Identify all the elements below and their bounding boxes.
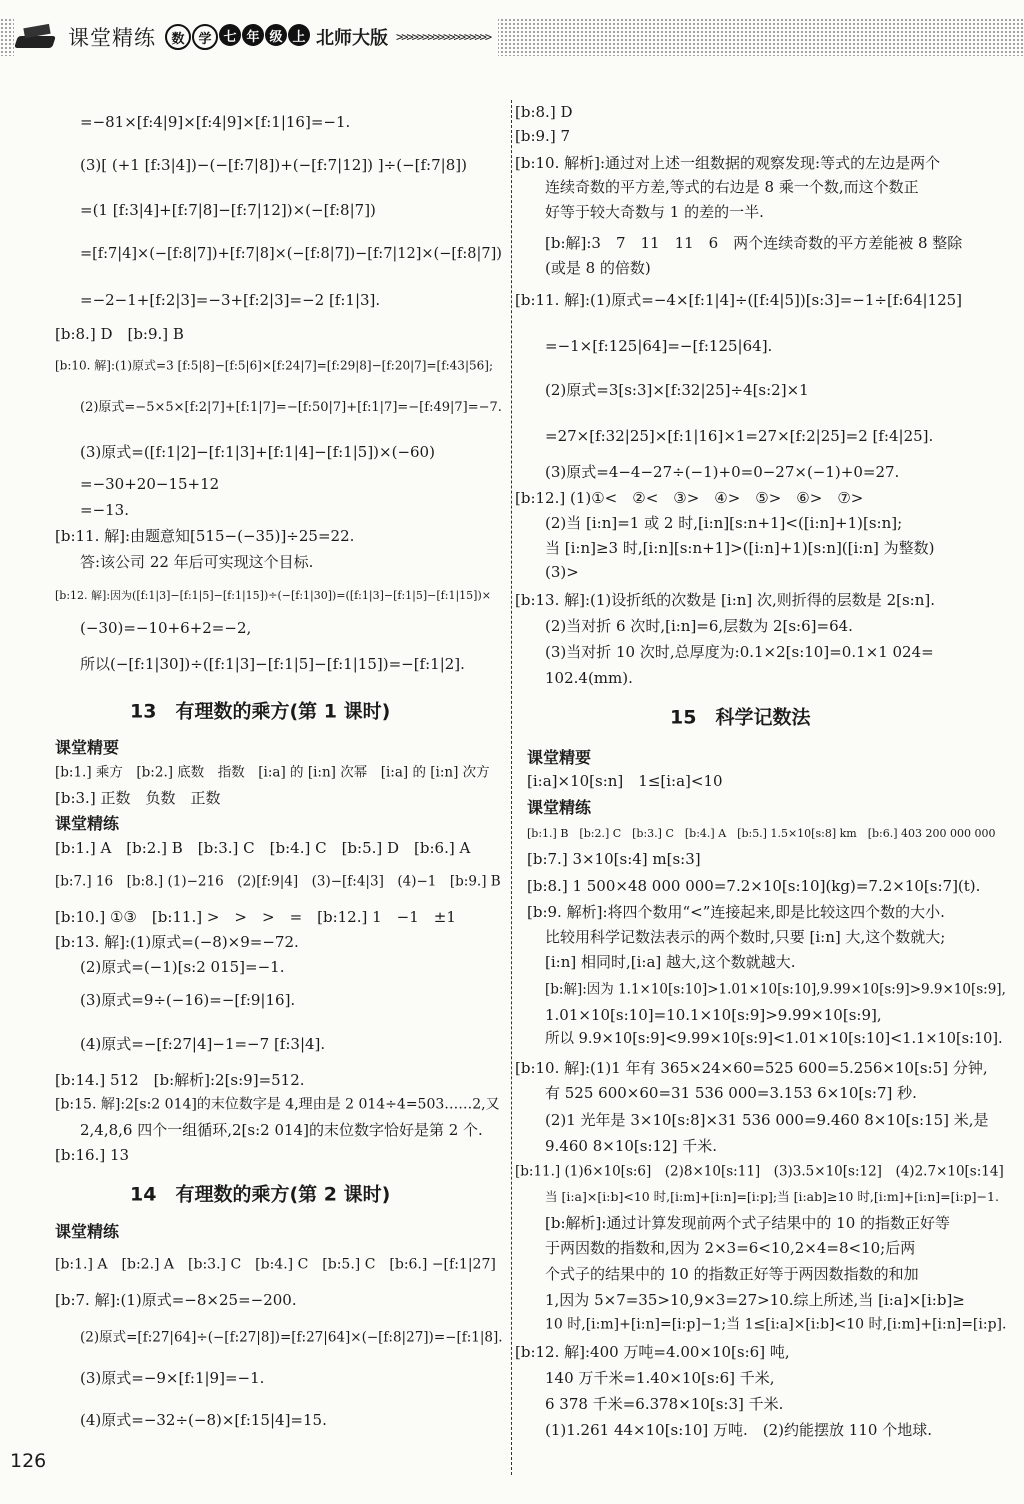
answer-line: [b:10.] ①③ [b:11.] > > > = [b:12.] 1 −1 ±1	[55, 907, 456, 926]
badge-char: 级	[265, 24, 287, 46]
answer-line: [i:a]×10[s:n] 1≤[i:a]<10	[527, 771, 723, 790]
answer-line: (4)原式=−[f:27|4]−1=−7 [f:3|4].	[80, 1034, 326, 1053]
answer-line: [b:解析]:通过计算发现前两个式子结果中的 10 的指数正好等	[545, 1213, 951, 1232]
answer-line: (4)原式=−32÷(−8)×[f:15|4]=15.	[80, 1410, 327, 1429]
answer-line: (或是 8 的倍数)	[545, 258, 651, 277]
section-subheading: 课堂精练	[55, 814, 120, 834]
section-subheading: 课堂精要	[55, 738, 120, 758]
answer-line: [b:13. 解]:(1)原式=(−8)×9=−72.	[55, 932, 299, 951]
answer-line: [b:12.] (1)①< ②< ③> ④> ⑤> ⑥> ⑦>	[515, 488, 864, 507]
answer-line: [b:15. 解]:2[s:2 014]的末位数字是 4,理由是 2 014÷4=503……2,又	[55, 1096, 500, 1113]
answer-line: 10 时,[i:m]+[i:n]=[i:p]−1;当 1≤[i:a]×[i:b]<10 时,[i:m]+[i:n]=[i:p].	[545, 1316, 1007, 1333]
series-title: 课堂精练	[68, 26, 156, 50]
header-arrows-decoration: >>>>>>>>>>>>>>>>>>	[396, 30, 491, 44]
answer-line: (3)原式=9÷(−16)=−[f:9|16].	[80, 990, 296, 1009]
answer-line: 所以(−[f:1|30])÷([f:1|3]−[f:1|5]−[f:1|15])=−[f:1|2].	[80, 654, 465, 673]
answer-line: (2)原式=3[s:3]×[f:32|25]÷4[s:2]×1	[545, 380, 809, 399]
answer-line: 有 525 600×60=31 536 000=3.153 6×10[s:7] 秒.	[545, 1083, 917, 1102]
answer-line: (2)当对折 6 次时,[i:n]=6,层数为 2[s:6]=64.	[545, 616, 853, 635]
answer-line: 好等于较大奇数与 1 的差的一半.	[545, 202, 764, 221]
column-divider	[511, 100, 513, 1475]
answer-line: (3)当对折 10 次时,总厚度为:0.1×2[s:10]=0.1×1 024=	[545, 642, 934, 661]
answer-line: [b:12. 解]:因为([f:1|3]−[f:1|5]−[f:1|15])÷(−[f:1|30])=([f:1|3]−[f:1|5]−[f:1|15])×	[55, 588, 491, 602]
section-subheading: 课堂精练	[55, 1222, 120, 1242]
answer-line: [i:n] 相同时,[i:a] 越大,这个数就越大.	[545, 952, 796, 971]
answer-line: 140 万千米=1.40×10[s:6] 千米,	[545, 1368, 775, 1387]
answer-line: =−13.	[80, 500, 129, 519]
answer-line: [b:11.] (1)6×10[s:6] (2)8×10[s:11] (3)3.5×10[s:12] (4)2.7×10[s:14]	[515, 1163, 1004, 1180]
answer-line: [b:10. 解析]:通过对上述一组数据的观察发现:等式的左边是两个	[515, 153, 941, 172]
badge-char: 年	[242, 24, 264, 46]
section-title: 15 科学记数法	[670, 706, 811, 729]
answer-line: (2)原式=[f:27|64]÷(−[f:27|8])=[f:27|64]×(−[f:8|27])=−[f:1|8].	[80, 1329, 503, 1346]
answer-line: (3)[ (+1 [f:3|4])−(−[f:7|8])+(−[f:7|12]) ]÷(−[f:7|8])	[80, 155, 467, 174]
answer-line: [b:1.] 乘方 [b:2.] 底数 指数 [i:a] 的 [i:n] 次幂 [i:a] 的 [i:n] 次方	[55, 764, 490, 781]
answer-line: (3)>	[545, 562, 579, 581]
publisher-edition: 北师大版	[316, 28, 388, 49]
answer-line: [b:10. 解]:(1)原式=3 [f:5|8]−[f:5|6]×[f:24|7]=[f:29|8]−[f:20|7]=[f:43|56];	[55, 358, 493, 373]
answer-line: [b:7. 解]:(1)原式=−8×25=−200.	[55, 1290, 297, 1309]
answer-line: (−30)=−10+6+2=−2,	[80, 618, 252, 637]
answer-line: (2)1 光年是 3×10[s:8]×31 536 000=9.460 8×10[s:15] 米,是	[545, 1110, 989, 1129]
answer-line: 9.460 8×10[s:12] 千米.	[545, 1136, 717, 1155]
answer-line: (3)原式=−9×[f:1|9]=−1.	[80, 1368, 265, 1387]
answer-line: [b:1.] A [b:2.] B [b:3.] C [b:4.] C [b:5.] D [b:6.] A	[55, 838, 471, 857]
answer-line: [b:9. 解析]:将四个数用“<”连接起来,即是比较这四个数的大小.	[527, 902, 945, 921]
answer-line: 于两因数的指数和,因为 2×3=6<10,2×4=8<10;后两	[545, 1238, 916, 1257]
badge-char: 学	[192, 24, 218, 50]
answer-line: (2)原式=(−1)[s:2 015]=−1.	[80, 957, 285, 976]
answer-line: [b:1.] B [b:2.] C [b:3.] C [b:4.] A [b:5.] 1.5×10[s:8] km [b:6.] 403 200 000 000	[527, 826, 996, 840]
answer-line: [b:解]:3 7 11 11 6 两个连续奇数的平方差能被 8 整除	[545, 233, 963, 252]
answer-line: [b:8.] 1 500×48 000 000=7.2×10[s:10](kg)=7.2×10[s:7](t).	[527, 876, 981, 895]
answer-line: [b:16.] 13	[55, 1145, 130, 1164]
badge-char: 上	[288, 24, 310, 46]
answer-line: [b:11. 解]:由题意知[515−(−35)]÷25=22.	[55, 526, 355, 545]
answer-line: =−81×[f:4|9]×[f:4|9]×[f:1|16]=−1.	[80, 112, 351, 131]
answer-line: [b:1.] A [b:2.] A [b:3.] C [b:4.] C [b:5.] C [b:6.] −[f:1|27]	[55, 1256, 496, 1273]
answer-line: [b:3.] 正数 负数 正数	[55, 788, 221, 807]
answer-line: 1.01×10[s:10]=10.1×10[s:9]>9.99×10[s:9],	[545, 1005, 882, 1024]
answer-line: 2,4,8,6 四个一组循环,2[s:2 014]的末位数字恰好是第 2 个.	[80, 1120, 483, 1139]
answer-line: 连续奇数的平方差,等式的右边是 8 乘一个数,而这个数正	[545, 177, 919, 196]
badge-char: 七	[219, 24, 241, 46]
answer-line: [b:13. 解]:(1)设折纸的次数是 [i:n] 次,则折得的层数是 2[s:n].	[515, 590, 936, 609]
header-title-group	[14, 18, 498, 56]
answer-line: =27×[f:32|25]×[f:1|16]×1=27×[f:2|25]=2 [f:4|25].	[545, 426, 934, 445]
answer-line: 当 [i:n]≥3 时,[i:n][s:n+1]>([i:n]+1)[s:n]([i:n] 为整数)	[545, 538, 935, 557]
answer-line: 答:该公司 22 年后可实现这个目标.	[80, 552, 314, 571]
answer-line: =(1 [f:3|4]+[f:7|8]−[f:7|12])×(−[f:8|7])	[80, 200, 376, 219]
answer-line: [b:解]:因为 1.1×10[s:10]>1.01×10[s:10],9.99×10[s:9]>9.9×10[s:9],	[545, 981, 1006, 998]
answer-line: (3)原式=([f:1|2]−[f:1|3]+[f:1|4]−[f:1|5])×(−60)	[80, 442, 435, 461]
answer-line: =−30+20−15+12	[80, 474, 220, 493]
section-title: 14 有理数的乘方(第 2 课时)	[130, 1183, 391, 1206]
answer-line: =−2−1+[f:2|3]=−3+[f:2|3]=−2 [f:1|3].	[80, 290, 381, 309]
answer-line: 比较用科学记数法表示的两个数时,只要 [i:n] 大,这个数就大;	[545, 927, 946, 946]
answer-line: [b:7.] 16 [b:8.] (1)−216 (2)[f:9|4] (3)−[f:4|3] (4)−1 [b:9.] B	[55, 873, 501, 890]
answer-line: (1)1.261 44×10[s:10] 万吨. (2)约能摆放 110 个地球.	[545, 1420, 932, 1439]
answer-line: 当 [i:a]×[i:b]<10 时,[i:m]+[i:n]=[i:p];当 [i:ab]≥10 时,[i:m]+[i:n]=[i:p]−1.	[545, 1189, 999, 1205]
book-cap-logo-icon	[14, 22, 58, 52]
answer-line: (3)原式=4−4−27÷(−1)+0=0−27×(−1)+0=27.	[545, 462, 900, 481]
answer-line: 所以 9.9×10[s:9]<9.99×10[s:9]<1.01×10[s:10]<1.1×10[s:10].	[545, 1031, 1003, 1048]
section-title: 13 有理数的乘方(第 1 课时)	[130, 700, 391, 723]
answer-line: (2)当 [i:n]=1 或 2 时,[i:n][s:n+1]<([i:n]+1)[s:n];	[545, 513, 903, 532]
answer-line: 102.4(mm).	[545, 668, 633, 687]
answer-line: =[f:7|4]×(−[f:8|7])+[f:7|8]×(−[f:8|7])−[f:7|12]×(−[f:8|7])	[80, 246, 502, 263]
answer-line: [b:14.] 512 [b:解析]:2[s:9]=512.	[55, 1070, 305, 1089]
answer-line: [b:9.] 7	[515, 126, 570, 145]
answer-line: [b:10. 解]:(1)1 年有 365×24×60=525 600=5.256×10[s:5] 分钟,	[515, 1058, 988, 1077]
badge-char: 数	[165, 24, 191, 50]
answer-line: 6 378 千米=6.378×10[s:3] 千米.	[545, 1394, 784, 1413]
answer-line: [b:11. 解]:(1)原式=−4×[f:1|4]÷([f:4|5])[s:3]=−1÷[f:64|125]	[515, 290, 963, 309]
answer-line: 1,因为 5×7=35>10,9×3=27>10.综上所述,当 [i:a]×[i:b]≥	[545, 1290, 965, 1309]
answer-line: 个式子的结果中的 10 的指数正好等于两因数指数的和加	[545, 1264, 919, 1283]
answer-line: [b:8.] D [b:9.] B	[55, 324, 184, 343]
answer-line: [b:12. 解]:400 万吨=4.00×10[s:6] 吨,	[515, 1342, 790, 1361]
answer-line: (2)原式=−5×5×[f:2|7]+[f:1|7]=−[f:50|7]+[f:1|7]=−[f:49|7]=−7.	[80, 399, 502, 415]
answer-line: =−1×[f:125|64]=−[f:125|64].	[545, 336, 773, 355]
page-header	[0, 18, 1024, 56]
subject-grade-badges	[164, 24, 310, 50]
section-subheading: 课堂精要	[527, 748, 592, 768]
page-number: 126	[10, 1450, 47, 1472]
answer-line: [b:8.] D	[515, 102, 573, 121]
section-subheading: 课堂精练	[527, 798, 592, 818]
answer-line: [b:7.] 3×10[s:4] m[s:3]	[527, 849, 701, 868]
